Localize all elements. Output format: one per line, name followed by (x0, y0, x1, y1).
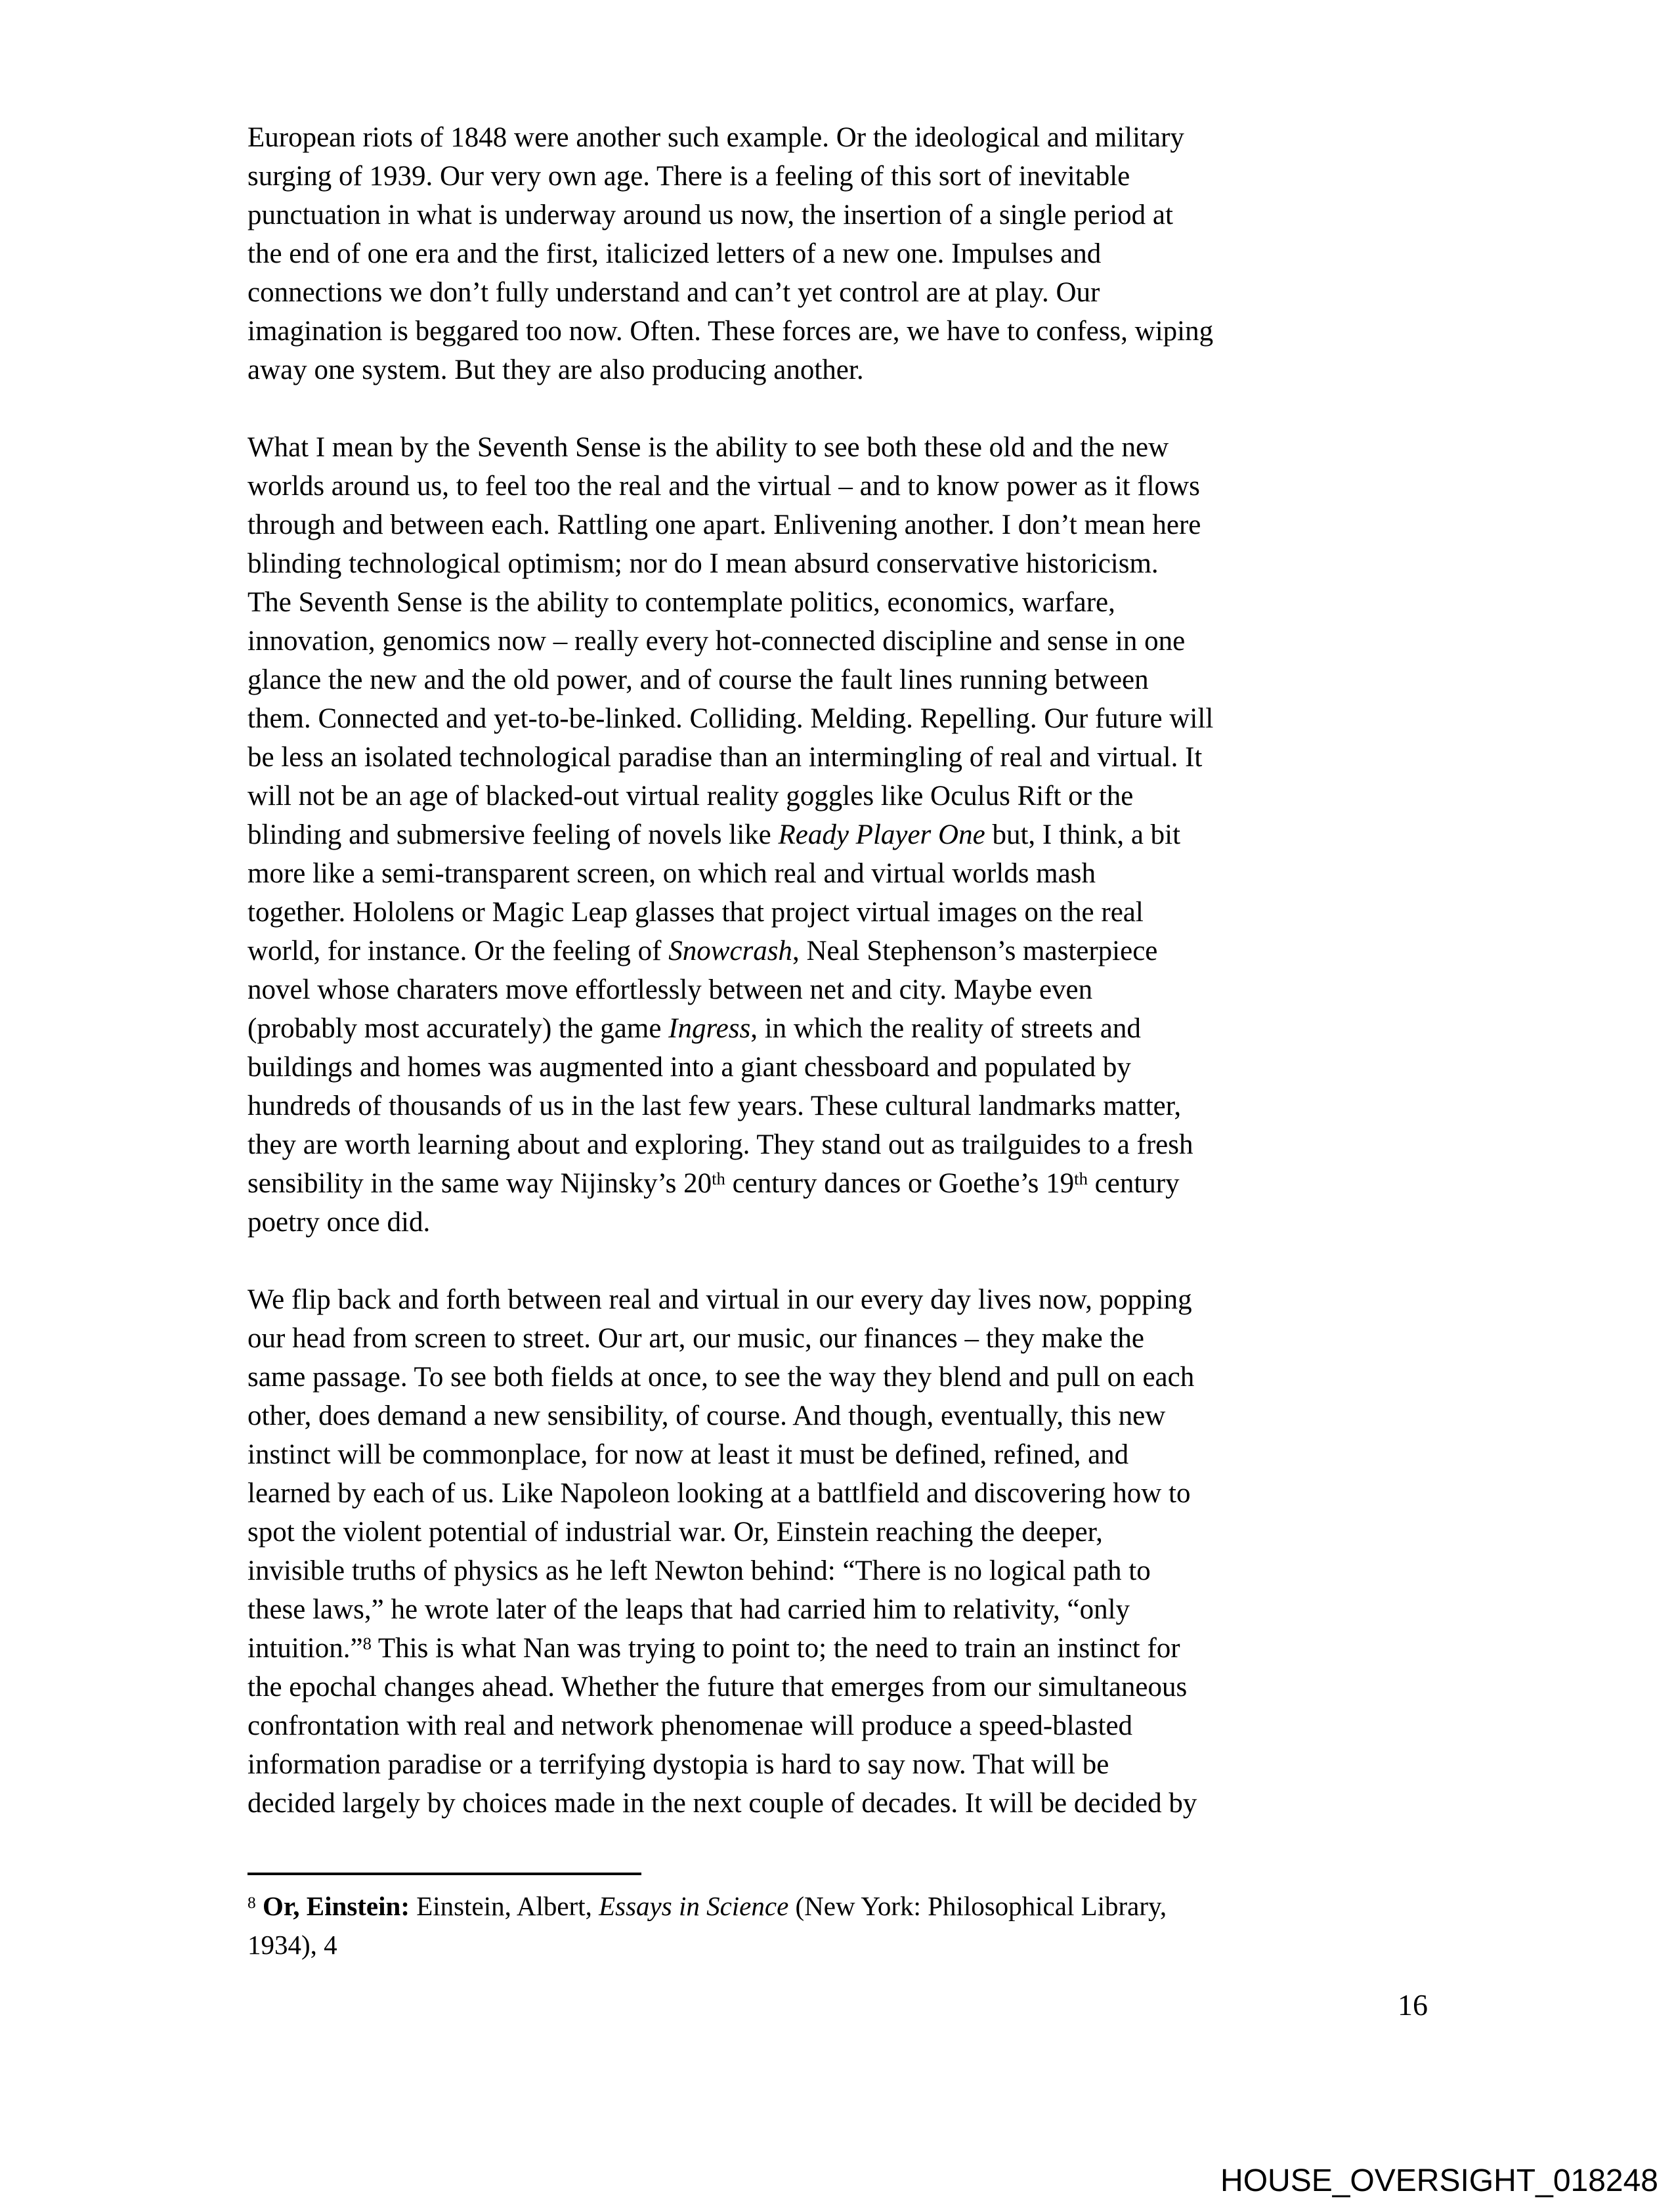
text-line: $^8$ Or, Einstein: Einstein, Albert, Essays in Science (New York: Philosophical Library, (247, 1891, 1167, 1921)
text-line: intuition.”$^8$ This is what Nan was trying to point to; the need to train an instinct for (247, 1633, 1180, 1664)
paragraph (247, 1280, 1439, 1823)
text-line: spot the violent potential of industrial war. Or, Einstein reaching the deeper, (247, 1517, 1103, 1548)
text-line: world, for instance. Or the feeling of Snowcrash, Neal Stephenson’s masterpiece (247, 936, 1158, 966)
text-line: poetry once did. (247, 1207, 431, 1238)
text-line: other, does demand a new sensibility, of course. And though, eventually, this new (247, 1400, 1166, 1431)
text-line: they are worth learning about and exploring. They stand out as trailguides to a fresh (247, 1129, 1193, 1160)
text-line: blinding technological optimism; nor do I mean absurd conservative historicism. (247, 548, 1159, 579)
text-line: The Seventh Sense is the ability to contemplate politics, economics, warfare, (247, 587, 1115, 618)
watermark-label: HOUSE_OVERSIGHT_018248 (1220, 2163, 1658, 2198)
text-line: We flip back and forth between real and virtual in our every day lives now, popping (247, 1284, 1192, 1315)
page-number: 16 (1398, 1988, 1428, 2022)
text-line: the epochal changes ahead. Whether the future that emerges from our simultaneous (247, 1672, 1188, 1702)
text-line: invisible truths of physics as he left Newton behind: “There is no logical path to (247, 1555, 1151, 1586)
text-line: sensibility in the same way Nijinsky’s 20th century dances or Goethe’s 19th century (247, 1168, 1180, 1199)
text-line: glance the new and the old power, and of course the fault lines running between (247, 664, 1149, 695)
text-line: decided largely by choices made in the next couple of decades. It will be decided by (247, 1788, 1197, 1819)
body-text (247, 118, 1439, 1823)
text-line: novel whose charaters move effortlessly between net and city. Maybe even (247, 974, 1093, 1005)
text-line: What I mean by the Seventh Sense is the ability to see both these old and the new (247, 432, 1169, 463)
text-line: punctuation in what is underway around us now, the insertion of a single period at (247, 200, 1173, 230)
text-line: through and between each. Rattling one apart. Enlivening another. I don’t mean here (247, 510, 1201, 540)
text-line: (probably most accurately) the game Ingress, in which the reality of streets and (247, 1013, 1141, 1044)
text-line: 1934), 4 (247, 1930, 337, 1960)
text-line: surging of 1939. Our very own age. There is a feeling of this sort of inevitable (247, 161, 1130, 192)
paragraph (247, 428, 1439, 1242)
text-line: the end of one era and the first, italicized letters of a new one. Impulses and (247, 238, 1102, 269)
text-line: them. Connected and yet-to-be-linked. Colliding. Melding. Repelling. Our future will (247, 703, 1214, 734)
text-line: will not be an age of blacked-out virtual reality goggles like Oculus Rift or the (247, 781, 1134, 812)
text-line: together. Hololens or Magic Leap glasses that project virtual images on the real (247, 897, 1144, 928)
text-line: our head from screen to street. Our art, our music, our finances – they make the (247, 1323, 1144, 1354)
text-line: same passage. To see both fields at once, to see the way they blend and pull on each (247, 1362, 1195, 1393)
text-line: worlds around us, to feel too the real and the virtual – and to know power as it flows (247, 471, 1200, 502)
text-line: away one system. But they are also producing another. (247, 355, 864, 385)
paragraph (247, 118, 1439, 389)
text-line: learned by each of us. Like Napoleon looking at a battlfield and discovering how to (247, 1478, 1191, 1509)
text-line: imagination is beggared too now. Often. These forces are, we have to confess, wiping (247, 316, 1214, 347)
text-line: instinct will be commonplace, for now at least it must be defined, refined, and (247, 1439, 1129, 1470)
footnote-separator (247, 1873, 641, 1875)
text-line: buildings and homes was augmented into a giant chessboard and populated by (247, 1052, 1131, 1083)
text-line: confrontation with real and network phenomenae will produce a speed-blasted (247, 1710, 1133, 1741)
text-line: connections we don’t fully understand and can’t yet control are at play. Our (247, 277, 1100, 308)
text-line: European riots of 1848 were another such example. Or the ideological and military (247, 122, 1184, 153)
text-line: information paradise or a terrifying dystopia is hard to say now. That will be (247, 1749, 1109, 1780)
text-line: hundreds of thousands of us in the last few years. These cultural landmarks matter, (247, 1091, 1182, 1121)
footnote (247, 1887, 1439, 1964)
text-line: these laws,” he wrote later of the leaps that had carried him to relativity, “only (247, 1594, 1130, 1625)
text-line: blinding and submersive feeling of novels like Ready Player One but, I think, a bit (247, 819, 1181, 850)
text-line: be less an isolated technological paradise than an intermingling of real and virtual. It (247, 742, 1203, 773)
text-line: more like a semi-transparent screen, on which real and virtual worlds mash (247, 858, 1096, 889)
text-line: innovation, genomics now – really every hot-connected discipline and sense in one (247, 626, 1186, 657)
